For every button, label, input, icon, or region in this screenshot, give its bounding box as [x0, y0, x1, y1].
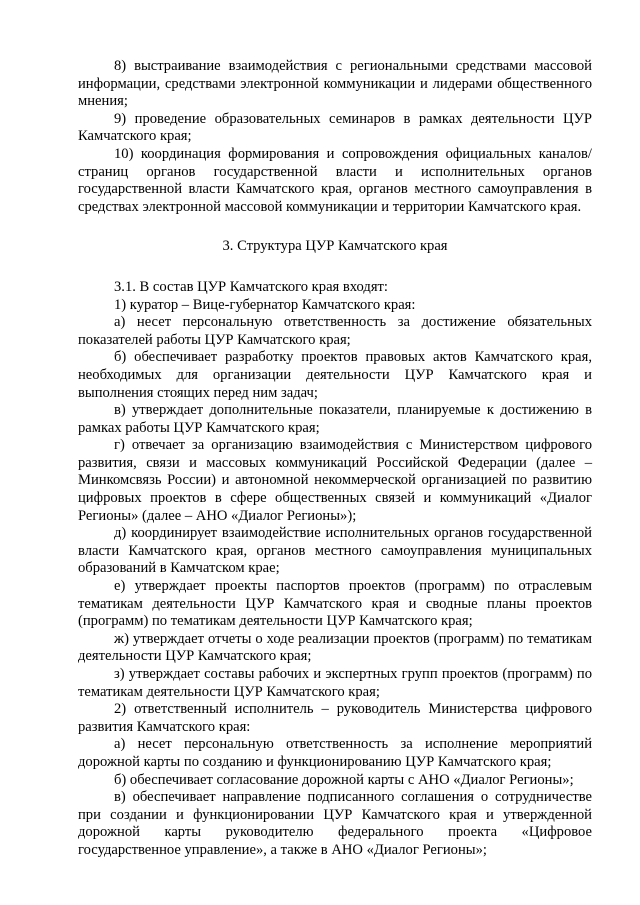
paragraph-curator: 1) куратор – Вице-губернатор Камчатского края: [114, 296, 416, 313]
paragraph-curator-v: в) утверждает дополнительные показатели, планируемые к достижению в рамках работы ЦУР Камчатского края; [78, 402, 592, 436]
paragraph-executor-b: б) обеспечивает согласование дорожной карты с АНО «Диалог Регионы»; [114, 771, 574, 788]
paragraph-curator-b: б) обеспечивает разработку проектов правовых актов Камчатского края, необходимых для организации деятельности ЦУР Камчатского края и выполнения стоящих перед ним задач; [78, 349, 592, 401]
document-page [78, 58, 592, 860]
paragraph-curator-z: з) утверждает составы рабочих и экспертных групп проектов (программ) по тематикам деятельности ЦУР Камчатского края; [78, 666, 592, 700]
paragraph-curator-zh: ж) утверждает отчеты о ходе реализации проектов (программ) по тематикам деятельности ЦУР Камчатского края; [78, 630, 592, 665]
paragraph-executor-v: в) обеспечивает направление подписанного соглашения о сотрудничестве при создании и функционировании ЦУР Камчатского края и утвержденной дорожной карты руководителю федерального проекта «Цифровое государственное управление», а также в АНО «Диалог Регионы»; [78, 789, 592, 858]
paragraph-curator-d: д) координирует взаимодействие исполнительных органов государственной власти Камчатского края, органов местного самоуправления муниципальных образований в Камчатском крае; [78, 525, 592, 577]
section-heading: 3. Структура ЦУР Камчатского края [222, 238, 448, 255]
paragraph-item-10: 10) координация формирования и сопровождения официальных каналов/страниц органов государственной власти и исполнительных органов государственной власти Камчатского края, органов местного самоуправления в средствах электронной массовой коммуникации и территории Камчатского края. [78, 145, 592, 215]
paragraph-curator-e: е) утверждает проекты паспортов проектов (программ) по отраслевым тематикам деятельности ЦУР Камчатского края и сводные планы проектов (программ) по тематикам деятельности ЦУР Камчатского края; [78, 578, 592, 630]
paragraph-executor: 2) ответственный исполнитель – руководитель Министерства цифрового развития Камчатского края: [78, 701, 592, 735]
paragraph-3-1: 3.1. В состав ЦУР Камчатского края входят: [114, 278, 388, 295]
paragraph-item-9: 9) проведение образовательных семинаров в рамках деятельности ЦУР Камчатского края; [78, 110, 592, 145]
paragraph-executor-a: а) несет персональную ответственность за исполнение мероприятий дорожной карты по созданию и функционированию ЦУР Камчатского края; [78, 736, 592, 770]
paragraph-curator-g: г) отвечает за организацию взаимодействия с Министерством цифрового развития, связи и массовых коммуникаций Российской Федерации (далее – Минкомсвязь России) и автономной некоммерческой организацией по развитию цифровых проектов в сфере общественных связей и коммуникаций «Диалог Регионы» (далее – АНО «Диалог Регионы»); [78, 437, 592, 524]
paragraph-curator-a: а) несет персональную ответственность за достижение обязательных показателей работы ЦУР Камчатского края; [78, 314, 592, 348]
paragraph-item-8: 8) выстраивание взаимодействия с региональными средствами массовой информации, средствами электронной коммуникации и лидерами общественного мнения; [78, 58, 592, 110]
